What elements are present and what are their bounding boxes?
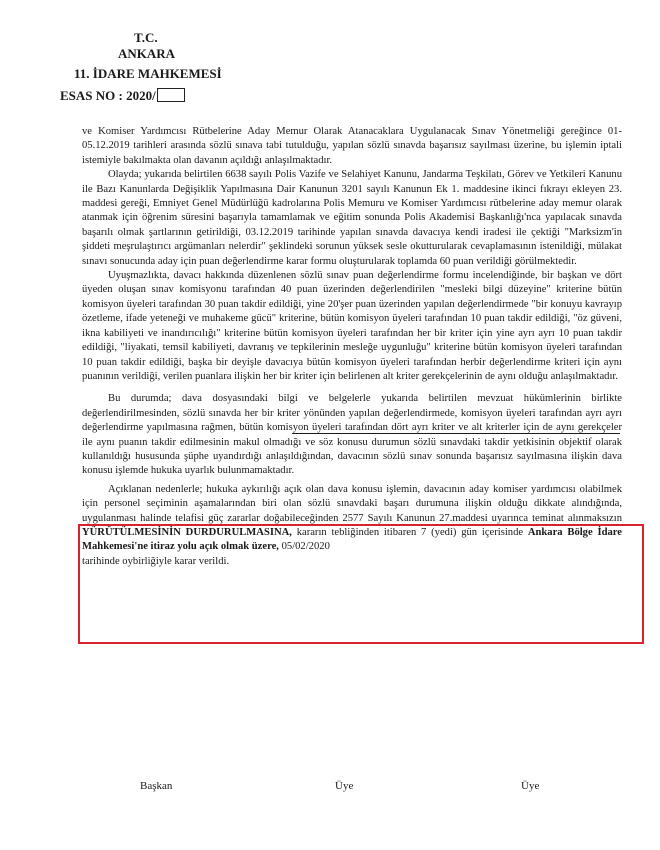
signature-member-2: Üye: [521, 780, 540, 792]
decision-court: Ankara Bölge İdare Mahkemesi'ne itiraz yolu açık olmak üzere,: [82, 526, 622, 553]
court-name: 11. İDARE MAHKEMESİ: [74, 66, 222, 81]
paragraph-dispute: Uyuşmazlıkta, davacı hakkında düzenlenen sözlü sınav puan değerlendirme formu incelendiğinde, bir başkan ve dört üyeden oluşan sınav komisyonu tarafından 40 puan üzerinden değerlendirilen "mesleki bilgi düzeyine" kriterine bütün komisyon üyeleri tarafından 30 puan takdir edildiği, yine 20'şer puan üzerinden yapılan değerlendirmede "bir konuyu kavrayıp özetleme, ifade yeteneği ve muhakeme gücü" kriterine, bütün komisyon üyeleri tarafından 10 puan takdir edildiği, "öz güveni, ikna kabiliyeti ve inandırıcılığı" kriterine bütün komisyon üyeleri tarafından her bir kriter için yine ayrı ayrı 10 puan takdir edildiği, "liyakati, temsil kabiliyeti, davranış ve tepkilerinin mesleğe uygunluğu" kriterine bütün komisyon üyeleri tarafından 10 puan takdir edildiği, başka bir deyişle davacıya bütün komisyon üyeleri tarafından herbir değerlendirme kriteri için aynı puanının verildiği, verilen puanlara ilişkin her bir kriter için belirlenen alt kriter gerekçelerinin de aynı olduğu anlaşılmaktadır.: [82, 270, 622, 382]
case-number: [60, 88, 185, 103]
handwritten-underline: [292, 433, 620, 434]
decision-stay: YÜRÜTÜLMESİNİN DURDURULMASINA,: [82, 526, 292, 538]
city-label: ANKARA: [118, 46, 176, 61]
document-body: [82, 125, 622, 569]
paragraph-intro: ve Komiser Yardımcısı Rütbelerine Aday Memur Olarak Atanacaklara Uygulanacak Sınav Yönetmeliği gereğince 01-05.12.2019 tarihleri arasında sözlü sınava tabi tutulduğu, yapılan sözlü sınavda başarısız sayılması üzerine, bu işlemin iptali istemiyle bakılmakta olan davanın açıldığı anlaşılmaktadır.: [82, 126, 622, 166]
signature-member-1: Üye: [335, 780, 354, 792]
signature-chair: Başkan: [140, 780, 173, 792]
decision-text: kararın tebliğinden itibaren 7 (yedi) gün içerisinde: [291, 526, 528, 538]
paragraph-facts: Olayda; yukarıda belirtilen 6638 sayılı Polis Vazife ve Selahiyet Kanunu, Jandarma Teşkilatı, Görev ve Yetkileri Kanunu ile Bazı Kanunlarda Değişiklik Yapılmasına Dair Kanunun 3201 sayılı Kanunun Ek 1. maddesine ikinci fıkrayı ekleyen 23. maddesi gereği, Emniyet Genel Müdürlüğü kadrolarına Polis Memuru ve Komiser Yardımcısı rütbelerine aday memur olarak atanmak için öğrenim süresini başarıyla tamamlamak ve eğitim sonunda Polis Akademisi Başkanlığı'nca yapılacak sınavda başarılı olmak şartlarının getirildiği, 03.12.2019 tarihinde yapılan sınavda davacıya kendi iradesi ile çektiği "Marksizm'in şiddeti meşrulaştırıcı argümanları nelerdir" şeklindeki sorunun yüksek sesle okutturularak cevaplamasının istenildiği, mülakat sınavı sonucunda aday için puan değerlendirme karar formu oluşturularak toplamda 60 puan verildiği görülmektedir.: [82, 169, 622, 267]
highlight-box: [78, 524, 644, 644]
decision-end: tarihinde oybirliğiyle karar verildi.: [82, 555, 230, 567]
paragraph-conclusion: Bu durumda; dava dosyasındaki bilgi ve belgelerle yukarıda belirtilen mevzuat hükümlerinin birlikte değerlendirilmesinden, sözlü sınavda her bir kriter yönünden yapılan değerlendirmede, komisyon üyeleri tarafından ayrı ayrı değerlendirme yapılmasına rağmen, bütün komisyon üyeleri tarafından dört ayrı kriter ve alt kriterler için de aynı gerekçeler ile aynı puanın takdir edilmesinin makul olmadığı ve söz konusu durumun sözlü sınavdaki takdir yetkisinin objektif olarak kullanıldığı hususunda şüphe uyandırdığı anlaşıldığından, davacının sözlü sınav sonunda başarısız sayılmasına ilişkin dava konusu işlemde hukuka uyarlık bulunmamaktadır.: [82, 393, 622, 477]
redacted-box: [157, 88, 185, 102]
reasons-text: Açıklanan nedenlerle; hukuka aykırılığı açık olan dava konusu işlemin, davacının aday komiser yardımcısı olabilmek için personel seçiminin aşamalarından biri olan sözlü sınavdaki başarı durumuna ilişkin olduğu dikkate alındığında, uygulanması halinde telafisi güç zararlar doğabileceğinden 2577 Sayılı Kanunun 27.maddesi uyarınca teminat alınmaksızın: [82, 483, 622, 524]
country-label: T.C.: [134, 30, 158, 45]
case-number-label: ESAS NO : 2020/: [60, 88, 156, 103]
decision-date: 05/02/2020: [278, 541, 330, 553]
